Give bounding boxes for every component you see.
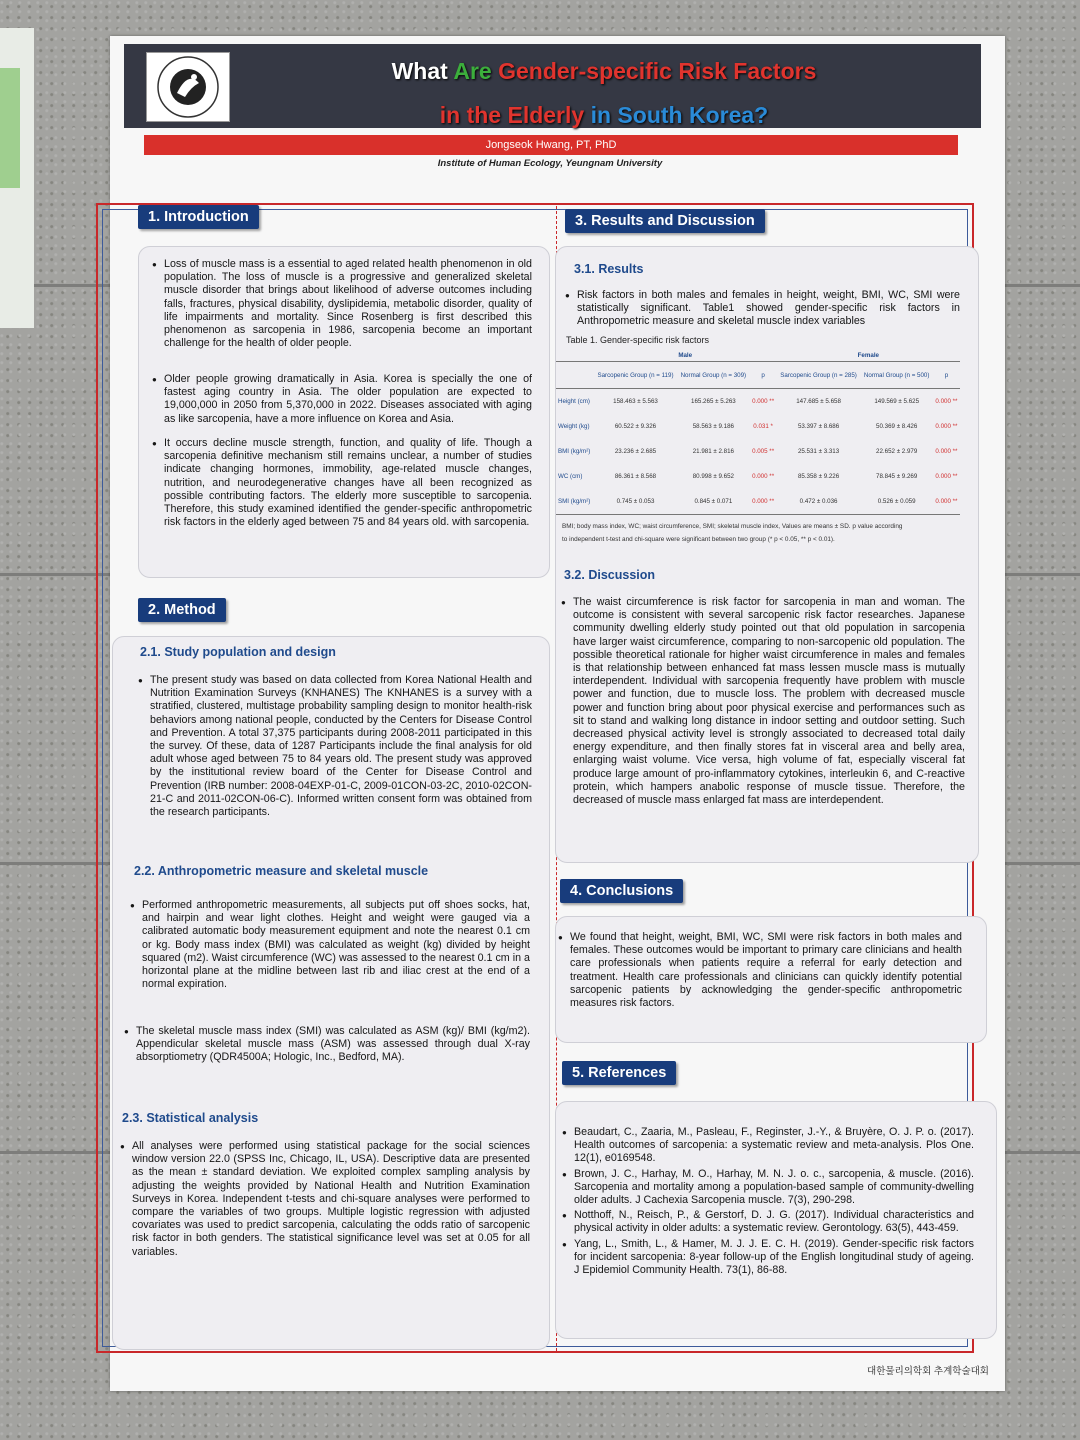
method-statistics-paragraph: ● All analyses were performed using statistical package for the social sciences window version 22.0 (SPSS Inc, Chicago, IL, USA). Descriptive data are presented as the mean ± standard deviation. We exploited complex sampling analysis by adjusting the weights provided by National Health and Nutrition Examination Surveys in Korea. Independent t-tests and chi-square analyses were performed to compare the variables of two groups. Multiple logistic regression with adjusted covariates was used to predict sarcopenia, calculating the odds ratio of sarcopenic risk factor in both genders. The statistical significance level was set at 0.05 for all variables. — [120, 1140, 530, 1259]
female-group-header: Female — [777, 350, 960, 362]
table-cell-f-norm: 149.569 ± 5.625 — [874, 398, 920, 405]
table-caption: Table 1. Gender-specific risk factors — [566, 335, 710, 345]
table-row — [556, 389, 960, 415]
author-bar: Jongseok Hwang, PT, PhD — [144, 135, 958, 155]
table-row — [556, 414, 960, 439]
references-list — [562, 1126, 974, 1277]
discussion-paragraph: ● The waist circumference is risk factor for sarcopenia in man and woman. The outcome is consistent with several sarcopenic risk factor researches. Japanese community dwelling elderly study pointed out that old population in sarcopenia have larger waist circumference, comparing to non-sarcopenic old population. The possible theoretical rationale for higher waist circumference in males and females is that relationship between enhanced fat mass lessen muscle mass is mutually interdependent. Individual with sarcopenia frequently have problem with muscle power and function, due to muscle loss. The problem with decreased muscle power and function bring about poor physical exercise and performances such as sit to stand and walking long distance in indoor setting and outdoor setting. Such decreased physical activity level is strongly associated to decreased total daily energy expenditure, and then finally stores fat in visceral area and belly area, enlarging waist volume. Vice versa, high volume of fat, especially visceral fat produce large amount of pro-inflammatory cytokines, interleukin 6, and C-reactive protein, which hampers anabolic response of muscle tissue. Therefore, the decreased of muscle mass enlarged fat mass are interdependent. — [561, 596, 965, 807]
table-group-header-row — [556, 350, 960, 362]
col-male-sarcopenic: Sarcopenic Group (n = 119) — [594, 362, 677, 389]
table-row — [556, 439, 960, 464]
table-cell-label: Weight (kg) — [558, 423, 590, 430]
title-word: Are — [453, 58, 499, 84]
method-anthropometric-paragraph: ● Performed anthropometric measurements, all subjects put off shoes socks, hat, and hairpin and wear light clothes. Height and weight were gauged via a calibrated automatic body measurement equipment and note the nearest 0.1 cm or kg. Body mass index (BMI) was calculated as weight (kg) divided by height squared (m2). Waist circumference (WC) was assessed to the nearest 0.1 cm in a horizontal plane at the midline between last rib and iliac crest at the end of a normal expiration. — [130, 899, 530, 991]
method-subsection-2-title: 2.2. Anthropometric measure and skeletal muscle — [134, 864, 429, 878]
discussion-subsection-title: 3.2. Discussion — [564, 568, 656, 582]
table-cell-m-p: 0.000 ** — [752, 473, 775, 480]
society-logo — [146, 52, 230, 122]
table-cell-m-sarc: 60.522 ± 9.326 — [614, 423, 657, 430]
table-cell-label: BMI (kg/m²) — [558, 448, 591, 455]
reference-item: ● Beaudart, C., Zaaria, M., Pasleau, F., Reginster, J.-Y., & Bruyère, O. J. P. o. (2017). Health outcomes of sarcopenia: a systematic review and meta-analysis. Plos One. 12(1), e0169548. — [562, 1126, 974, 1166]
conclusions-paragraph: ● We found that height, weight, BMI, WC, SMI were risk factors in both males and females. These outcomes would be important to primary care clinicians and health care professionals when patients require a referral for early detection and treatment. Health care professionals and clinicians can quickly identify potential sarcopenic patients by acknowledging the gender-specific anthropometric measures risk factors. — [558, 931, 962, 1010]
male-group-header: Male — [594, 350, 777, 362]
intro-paragraph-1: ● Loss of muscle mass is a essential to aged related health phenomenon in old population. The loss of muscle is a progressive and generalized skeletal muscle disorder that brings about likelihood of adverse outcomes including falls, fractures, physical disability, dyslipidemia, metabolic disorder, quality of life impairments and mortality. Since Rosenberg is first described this phenomenon as sarcopenia in 1986, sarcopenia become an important challenge for the health of older people. — [152, 258, 532, 350]
results-subsection-title: 3.1. Results — [574, 262, 644, 276]
table-row — [556, 464, 960, 489]
table-cell-f-sarc: 25.531 ± 3.313 — [797, 448, 840, 455]
method-subsection-1-title: 2.1. Study population and design — [140, 645, 336, 659]
section-conclusions-heading: 4. Conclusions — [560, 879, 683, 903]
table-cell-f-sarc: 53.397 ± 8.686 — [797, 423, 840, 430]
table-footnote — [562, 520, 962, 546]
table-cell-f-norm: 78.845 ± 9.269 — [876, 473, 918, 480]
table-cell-f-sarc: 147.685 ± 5.658 — [796, 398, 841, 405]
poster-title-line1 — [244, 58, 964, 85]
adjacent-poster-edge — [0, 28, 34, 328]
table-cell-f-sarc: 0.472 ± 0.036 — [777, 489, 861, 515]
affiliation: Institute of Human Ecology, Yeungnam University — [437, 158, 663, 169]
table-cell-m-sarc: 23.236 ± 2.685 — [614, 448, 657, 455]
title-word: What — [391, 58, 454, 84]
col-female-normal: Normal Group (n = 500) — [860, 362, 932, 389]
method-study-population-paragraph: ● The present study was based on data collected from Korea National Health and Nutrition Examination Surveys (KNHANES) The KNHANES is a survey with a stratified, clustered, multistage probability sampling design to monitor health-risk behaviors among national people, conducted by the Centers for Disease Control and Prevention. A total 37,375 participants during 2008-2011 participated in this the survey. Of these, data of 1287 Participants include the final analysis for old adult whose aged between 75 to 84 years old. The present study was approved by the institutional review board of the Center for Disease Control and Prevention (IRB number: 2008-04EXP-01-C, 2009-01CON-03-2C, 2010-02CON- 21-C and 2011-02CON-06-C). Informed written consent form was obtained from the research participants. — [138, 674, 532, 819]
title-word: in South Korea? — [590, 102, 769, 128]
reference-item: ● Brown, J. C., Harhay, M. O., Harhay, M. N. J. o. c., sarcopenia, & muscle. (2016). Sarcopenia and mortality among a population-based sample of community-dwelling older adults. J Cachexia Sarcopenia muscle. 7(3), 290-298. — [562, 1168, 974, 1208]
intro-paragraph-3: ● It occurs decline muscle strength, function, and quality of life. Though a sarcopenia definitive mechanism still remains unclear, a number of studies indicate changing hormones, immobility, age-related muscle changes, nutrition, and neurodegenerative changes have all been recognized as possible contributing factors. The elderly more susceptible to sarcopenia. Therefore, this study examined identified the gender-specific anthropometric risk factors in the elderly aged between 75 and 84 years old. with sarcopenia. — [152, 437, 532, 529]
table-cell-m-norm: 165.265 ± 5.263 — [691, 398, 736, 405]
title-word: Gender-specific Risk Factors — [498, 58, 817, 84]
col-female-sarcopenic: Sarcopenic Group (n = 285) — [777, 362, 861, 389]
title-banner — [124, 44, 981, 128]
table-footnote-line2: to independent t-test and chi-square were significant between two group (* p < 0.05, ** p < 0.01). — [562, 536, 835, 543]
poster — [110, 36, 1005, 1391]
table-cell-label: Height (cm) — [558, 398, 590, 405]
table-cell-f-norm: 50.369 ± 8.426 — [876, 423, 918, 430]
table-body — [556, 389, 960, 515]
intro-paragraph-2: ● Older people growing dramatically in Asia. Korea is specially the one of fastest aging country in Asia. The older population are expected to 19,000,000 in 2050 from 5,370,000 in 2022. Diseases associated with aging as like sarcopenia, have a more influence on Korea and Asia. — [152, 373, 532, 426]
table-cell-m-norm: 58.563 ± 9.186 — [692, 423, 734, 430]
table-column-header-row — [556, 362, 960, 389]
section-introduction-heading: 1. Introduction — [138, 205, 259, 229]
results-paragraph: ● Risk factors in both males and females in height, weight, BMI, WC, SMI were statistically significant. Table1 showed gender-specific risk factors in Anthropometric measure and skeletal muscle index variables — [565, 289, 960, 329]
method-subsection-3-title: 2.3. Statistical analysis — [122, 1111, 259, 1125]
table-cell-m-p: 0.000 ** — [750, 489, 777, 515]
table-cell-m-p: 0.031 * — [753, 423, 773, 430]
table-cell-label: SMI (kg/m²) — [556, 489, 594, 515]
col-male-p: p — [750, 362, 777, 389]
col-male-normal: Normal Group (n = 309) — [677, 362, 749, 389]
table-cell-f-norm: 22.652 ± 2.979 — [876, 448, 918, 455]
table-cell-m-norm: 21.981 ± 2.816 — [692, 448, 734, 455]
reference-item: ● Notthoff, N., Reisch, P., & Gerstorf, D. J. G. (2017). Individual characteristics and physical activity in older adults: a systematic review. Gerontology. 63(5), 443-459. — [562, 1209, 974, 1235]
table-cell-m-norm: 80.998 ± 9.652 — [692, 473, 734, 480]
table-cell-f-sarc: 85.358 ± 9.226 — [797, 473, 840, 480]
title-word: in the Elderly — [439, 102, 591, 128]
table-footnote-line1: BMI; body mass index, WC; waist circumference, SMI; skeletal muscle index, Values are means ± SD. p value according — [562, 523, 903, 530]
table-cell-f-p: 0.000 ** — [935, 448, 958, 455]
table-cell-f-p: 0.000 ** — [935, 398, 958, 405]
col-female-p: p — [933, 362, 960, 389]
section-results-heading: 3. Results and Discussion — [565, 209, 765, 233]
poster-title-line2 — [244, 102, 964, 129]
gender-risk-table — [556, 350, 960, 515]
table-cell-m-sarc: 158.463 ± 5.563 — [613, 398, 658, 405]
table-cell-m-p: 0.005 ** — [752, 448, 775, 455]
table-cell-m-p: 0.000 ** — [752, 398, 775, 405]
section-method-heading: 2. Method — [138, 598, 226, 622]
table-cell-f-p: 0.000 ** — [933, 489, 960, 515]
section-references-heading: 5. References — [562, 1061, 676, 1085]
method-smi-paragraph: ● The skeletal muscle mass index (SMI) was calculated as ASM (kg)/ BMI (kg/m2). Appendicular skeletal muscle mass (ASM) was assessed through dual X-ray absorptiometry (QDR4500A; Hologic, Inc., Bedford, MA). — [124, 1025, 530, 1065]
table-cell-m-sarc: 86.361 ± 8.568 — [614, 473, 657, 480]
table-cell-label: WC (cm) — [558, 473, 583, 480]
table-cell-m-norm: 0.845 ± 0.071 — [677, 489, 749, 515]
table-cell-m-sarc: 0.745 ± 0.053 — [594, 489, 677, 515]
conference-footer: 대한물리의학회 추계학술대회 — [867, 1366, 989, 1377]
table-cell-f-p: 0.000 ** — [935, 423, 958, 430]
table-row — [556, 489, 960, 515]
table-cell-f-norm: 0.526 ± 0.059 — [860, 489, 932, 515]
table-cell-f-p: 0.000 ** — [935, 473, 958, 480]
reference-item: ● Yang, L., Smith, L., & Hamer, M. J. J. E. C. H. (2019). Gender-specific risk factors for incident sarcopenia: 8-year follow-up of the English longitudinal study of ageing. J Epidemiol Community Health. 73(1), 86-88. — [562, 1238, 974, 1278]
